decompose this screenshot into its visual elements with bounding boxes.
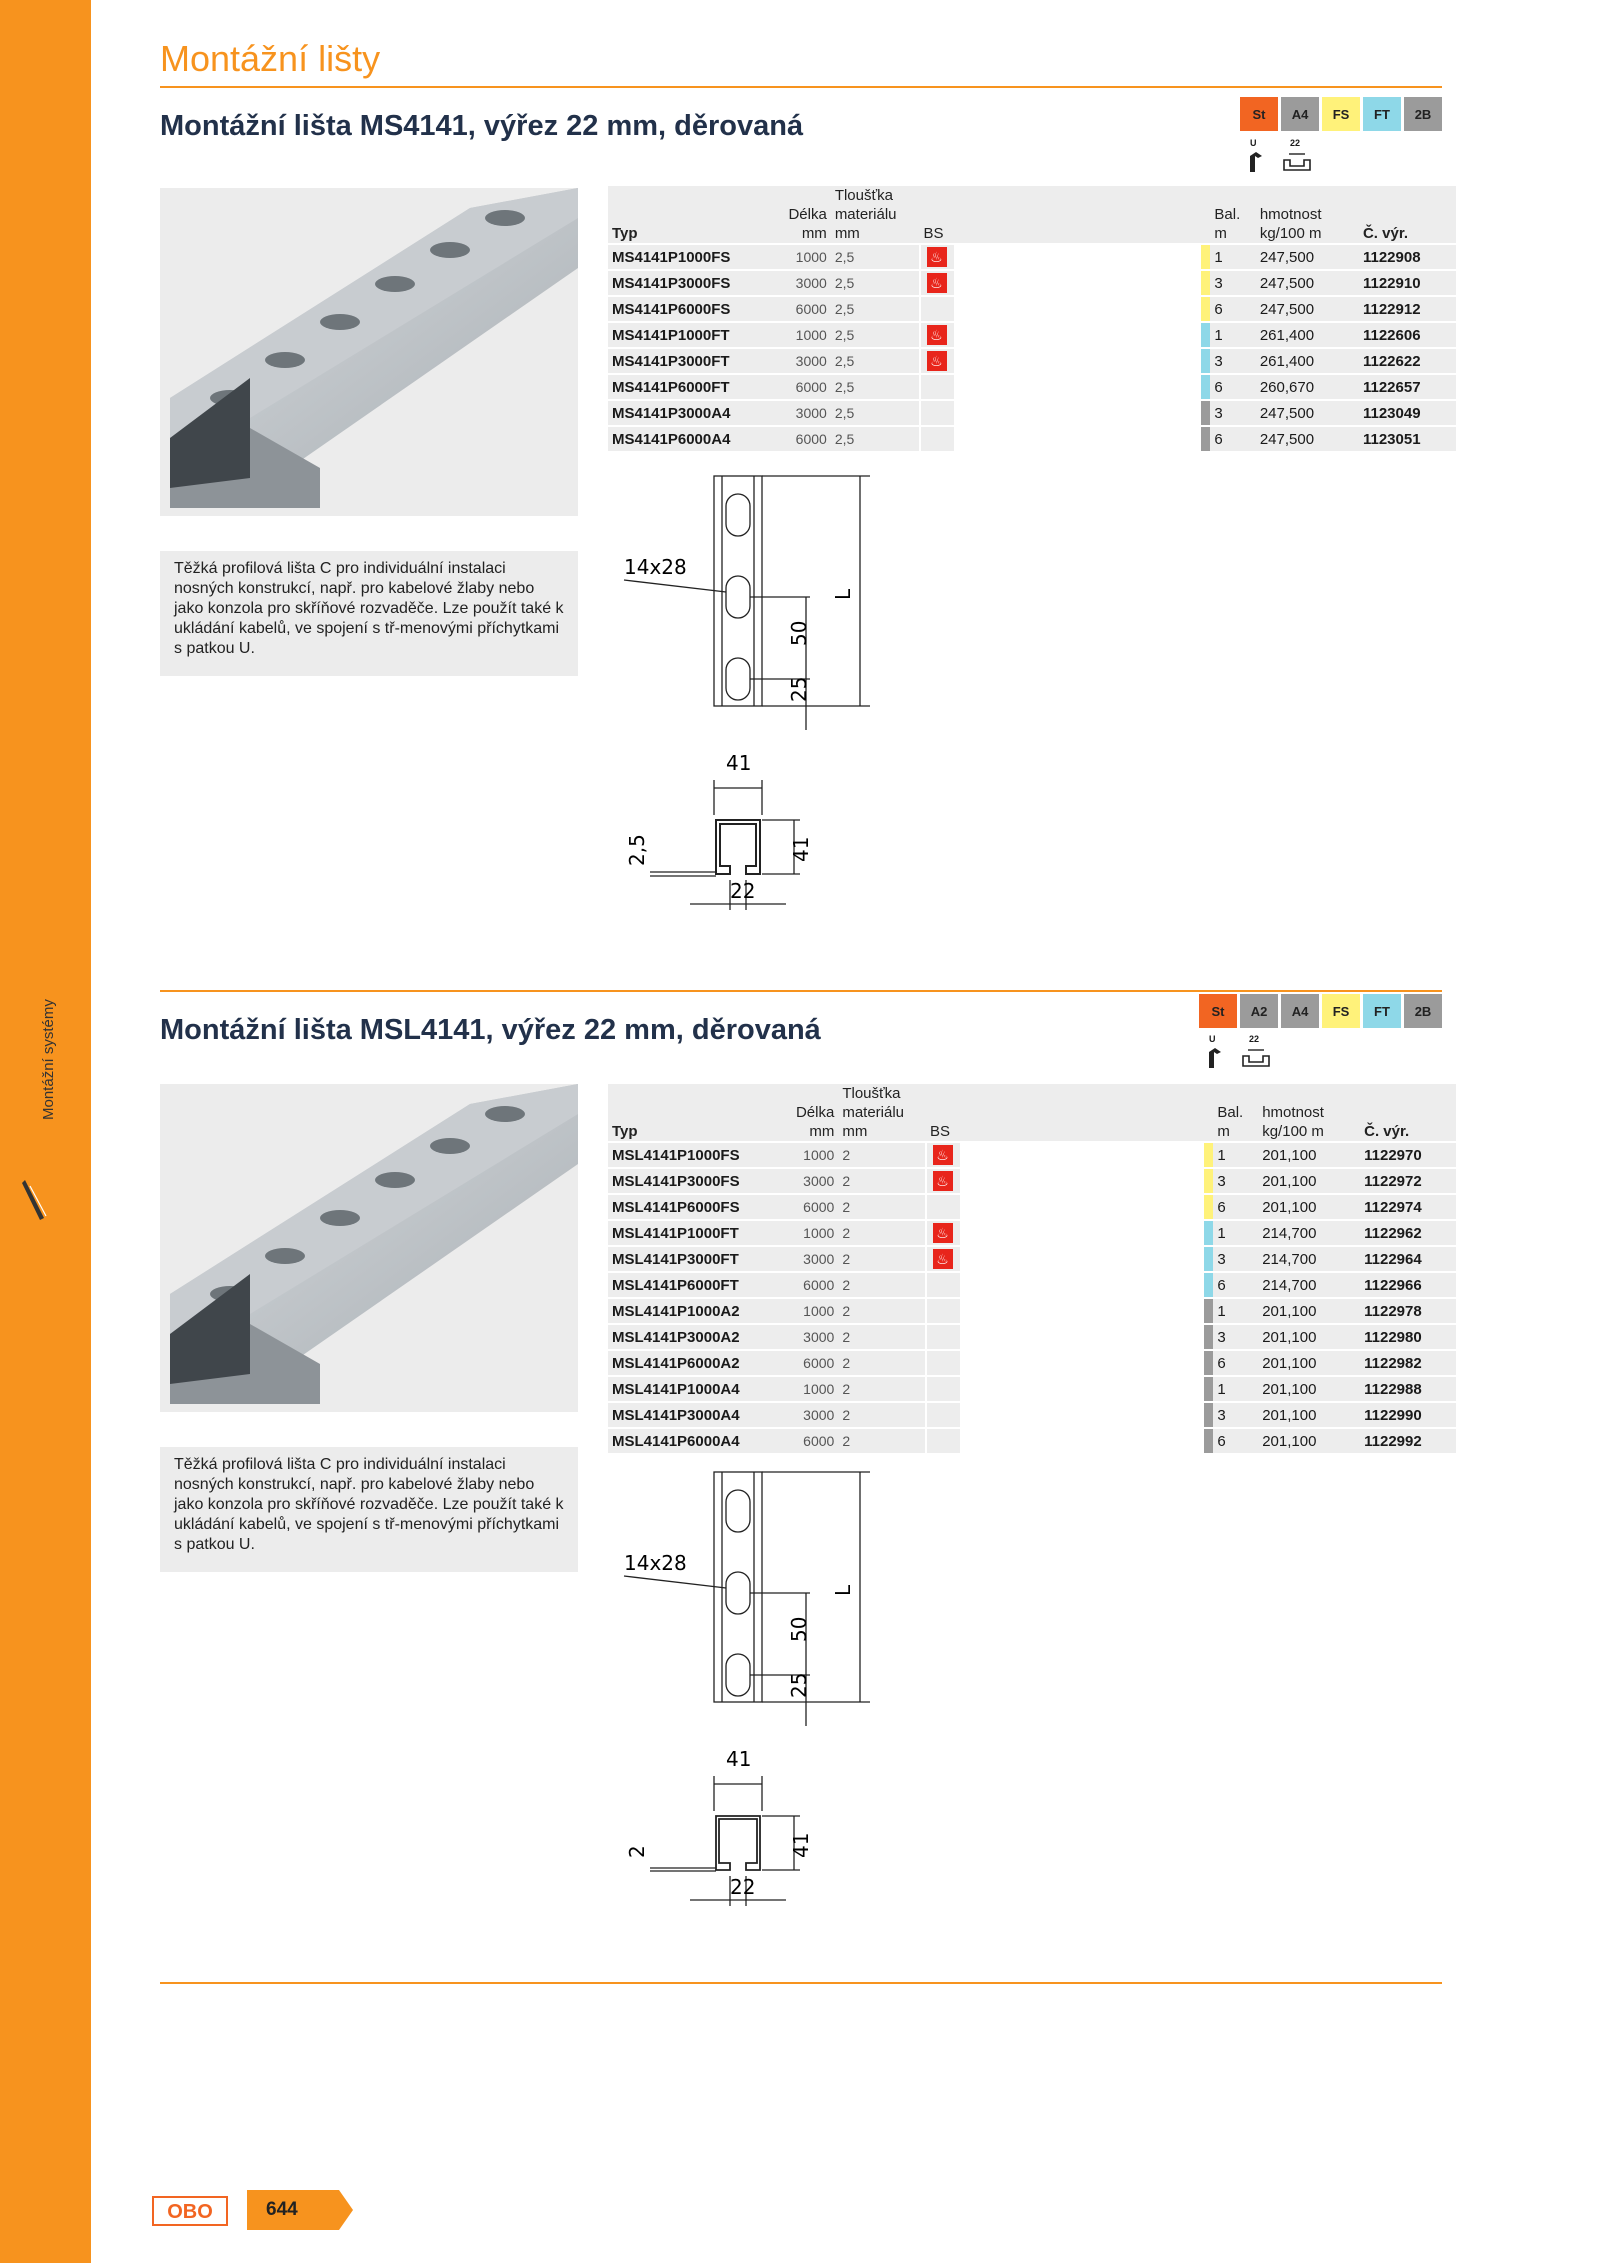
col-thickness: Tloušťka materiálu mm xyxy=(842,1085,905,1140)
cell-pack: 1 xyxy=(1210,322,1255,348)
cell-article: 1122988 xyxy=(1360,1376,1456,1402)
cell-weight: 261,400 xyxy=(1256,348,1359,374)
col-weight: hmotnost kg/100 m xyxy=(1259,206,1322,242)
cell-weight: 261,400 xyxy=(1256,322,1359,348)
cell-article: 1122982 xyxy=(1360,1350,1456,1376)
slot-size-label: 14x28 xyxy=(624,1551,687,1575)
opening-label: 22 xyxy=(730,1875,756,1899)
cell-pack: 3 xyxy=(1213,1402,1258,1428)
col-bs: BS xyxy=(923,225,944,242)
table-row xyxy=(608,244,1456,270)
cell-thickness: 2,5 xyxy=(831,244,920,270)
cell-type: MS4141P3000A4 xyxy=(608,400,773,426)
opening-label: 22 xyxy=(730,879,756,903)
spec-table xyxy=(608,186,1456,451)
col-length: Délka mm xyxy=(788,206,827,242)
cell-article: 1122966 xyxy=(1360,1272,1456,1298)
height-label: 41 xyxy=(789,836,813,862)
cell-pack: 3 xyxy=(1213,1246,1258,1272)
cell-length: 6000 xyxy=(781,1350,838,1376)
page-number-tab xyxy=(247,2190,353,2230)
cell-pack: 6 xyxy=(1210,426,1255,451)
cell-length: 6000 xyxy=(781,1272,838,1298)
height-label: 41 xyxy=(789,1832,813,1858)
cell-thickness: 2,5 xyxy=(831,374,920,400)
badge-st: St xyxy=(1199,994,1237,1028)
width-label: 41 xyxy=(726,1747,752,1771)
col-pack: Bal. m xyxy=(1214,206,1241,242)
col-type: Typ xyxy=(612,1123,638,1140)
cell-type: MS4141P1000FS xyxy=(608,244,773,270)
table-row xyxy=(608,1220,1456,1246)
svg-text:OBO: OBO xyxy=(167,2201,213,2223)
finish-swatch xyxy=(1204,1402,1213,1428)
cell-article: 1122992 xyxy=(1360,1428,1456,1453)
material-badges xyxy=(1199,994,1442,1028)
cell-article: 1122970 xyxy=(1360,1142,1456,1168)
cell-pack: 6 xyxy=(1213,1350,1258,1376)
cell-length: 1000 xyxy=(773,322,831,348)
cell-length: 3000 xyxy=(781,1246,838,1272)
table-row xyxy=(608,1376,1456,1402)
cell-type: MSL4141P6000A2 xyxy=(608,1350,781,1376)
table-row xyxy=(608,1272,1456,1298)
cell-pack: 3 xyxy=(1210,270,1255,296)
obo-logo xyxy=(152,2196,228,2226)
finish-swatch xyxy=(1204,1272,1213,1298)
orange-sidebar xyxy=(0,0,91,2263)
col-article: Č. výr. xyxy=(1362,225,1408,242)
table-row xyxy=(608,426,1456,451)
section-divider xyxy=(160,990,1442,992)
cell-length: 3000 xyxy=(773,348,831,374)
cell-type: MSL4141P3000A4 xyxy=(608,1402,781,1428)
finish-swatch xyxy=(1201,400,1210,426)
finish-swatch xyxy=(1204,1298,1213,1324)
cell-weight: 201,100 xyxy=(1258,1298,1360,1324)
cell-article: 1122962 xyxy=(1360,1220,1456,1246)
col-weight: hmotnost kg/100 m xyxy=(1262,1104,1324,1140)
cell-weight: 201,100 xyxy=(1258,1324,1360,1350)
fire-protection-icon xyxy=(927,325,947,345)
table-row xyxy=(608,270,1456,296)
product-description: Těžká profilová lišta C pro individuální instalaci nosných konstrukcí, např. pro kabelové žlaby nebo jako konzola pro skříňové rozvaděče. Lze použít také k ukládání kabelů, ve spojení s tř-menovými příchytkami s patkou U. xyxy=(160,551,578,676)
cell-pack: 3 xyxy=(1213,1324,1258,1350)
table-row xyxy=(608,1350,1456,1376)
cell-type: MSL4141P1000FT xyxy=(608,1220,781,1246)
cell-weight: 201,100 xyxy=(1258,1428,1360,1453)
table-row xyxy=(608,1298,1456,1324)
thickness-label: 2 xyxy=(625,1845,649,1858)
cell-article: 1122964 xyxy=(1360,1246,1456,1272)
cell-bs xyxy=(926,1168,961,1194)
cell-bs xyxy=(920,270,955,296)
cell-type: MSL4141P6000FT xyxy=(608,1272,781,1298)
cell-thickness: 2 xyxy=(838,1272,926,1298)
finish-swatch xyxy=(1204,1246,1213,1272)
cell-weight: 247,500 xyxy=(1256,270,1359,296)
cell-weight: 201,100 xyxy=(1258,1142,1360,1168)
badge-st: St xyxy=(1240,97,1278,131)
cell-article: 1122657 xyxy=(1359,374,1456,400)
table-row xyxy=(608,1324,1456,1350)
table-row xyxy=(608,374,1456,400)
table-row xyxy=(608,1168,1456,1194)
cell-bs xyxy=(926,1194,961,1220)
cell-bs xyxy=(920,244,955,270)
cell-bs xyxy=(926,1376,961,1402)
cell-pack: 1 xyxy=(1213,1298,1258,1324)
cell-thickness: 2,5 xyxy=(831,322,920,348)
cell-pack: 6 xyxy=(1213,1272,1258,1298)
cell-thickness: 2,5 xyxy=(831,400,920,426)
badge-a4: A4 xyxy=(1281,97,1319,131)
cell-bs xyxy=(926,1142,961,1168)
table-row xyxy=(608,1428,1456,1453)
cell-length: 3000 xyxy=(773,270,831,296)
finish-swatch xyxy=(1201,270,1210,296)
section-title: Montážní lišta MSL4141, výřez 22 mm, děrovaná xyxy=(160,1014,821,1046)
slot-width-icon: 22 xyxy=(1241,1034,1271,1070)
cell-weight: 201,100 xyxy=(1258,1350,1360,1376)
cell-length: 1000 xyxy=(781,1142,838,1168)
cell-weight: 247,500 xyxy=(1256,296,1359,322)
finish-swatch xyxy=(1204,1428,1213,1453)
footer-divider xyxy=(160,1982,1442,1984)
cell-type: MSL4141P3000FS xyxy=(608,1168,781,1194)
cell-article: 1122908 xyxy=(1359,244,1456,270)
cell-bs xyxy=(926,1428,961,1453)
page-number: 644 xyxy=(266,2199,298,2220)
cell-type: MSL4141P1000A2 xyxy=(608,1298,781,1324)
spec-table xyxy=(608,1084,1456,1453)
cell-bs xyxy=(926,1246,961,1272)
fire-protection-icon xyxy=(933,1145,953,1165)
finish-swatch xyxy=(1201,348,1210,374)
cell-weight: 201,100 xyxy=(1258,1376,1360,1402)
pitch-label: 50 xyxy=(787,1616,811,1642)
table-row xyxy=(608,1246,1456,1272)
feature-icons xyxy=(1240,138,1312,174)
badge-fs: FS xyxy=(1322,994,1360,1028)
cell-bs xyxy=(926,1402,961,1428)
cell-weight: 201,100 xyxy=(1258,1194,1360,1220)
cell-type: MSL4141P3000FT xyxy=(608,1246,781,1272)
cell-thickness: 2 xyxy=(838,1168,926,1194)
cell-pack: 1 xyxy=(1213,1220,1258,1246)
cell-type: MS4141P3000FS xyxy=(608,270,773,296)
cell-article: 1123051 xyxy=(1359,426,1456,451)
cell-bs xyxy=(926,1220,961,1246)
cell-bs xyxy=(926,1350,961,1376)
sidebar-label: Montážní systémy xyxy=(40,999,57,1120)
cell-article: 1122912 xyxy=(1359,296,1456,322)
cell-type: MS4141P1000FT xyxy=(608,322,773,348)
cell-article: 1122910 xyxy=(1359,270,1456,296)
cell-type: MSL4141P3000A2 xyxy=(608,1324,781,1350)
col-thickness: Tloušťka materiálu mm xyxy=(834,187,897,242)
u-foot-icon: U xyxy=(1199,1034,1229,1070)
cell-length: 3000 xyxy=(781,1324,838,1350)
table-row xyxy=(608,1402,1456,1428)
cell-weight: 201,100 xyxy=(1258,1168,1360,1194)
cell-article: 1122974 xyxy=(1360,1194,1456,1220)
cell-thickness: 2 xyxy=(838,1246,926,1272)
cell-pack: 6 xyxy=(1210,374,1255,400)
cell-weight: 214,700 xyxy=(1258,1272,1360,1298)
technical-drawing xyxy=(610,470,900,930)
cell-length: 1000 xyxy=(773,244,831,270)
badge-2b: 2B xyxy=(1404,994,1442,1028)
finish-swatch xyxy=(1204,1220,1213,1246)
cell-bs xyxy=(920,296,955,322)
badge-fs: FS xyxy=(1322,97,1360,131)
finish-swatch xyxy=(1201,244,1210,270)
cell-length: 6000 xyxy=(773,296,831,322)
cell-length: 1000 xyxy=(781,1220,838,1246)
offset-label: 25 xyxy=(787,676,811,702)
table-row xyxy=(608,348,1456,374)
cell-article: 1122978 xyxy=(1360,1298,1456,1324)
page-title: Montážní lišty xyxy=(160,38,381,79)
badge-a4: A4 xyxy=(1281,994,1319,1028)
cell-pack: 6 xyxy=(1210,296,1255,322)
cell-weight: 214,700 xyxy=(1258,1246,1360,1272)
pitch-label: 50 xyxy=(787,620,811,646)
cell-thickness: 2 xyxy=(838,1298,926,1324)
cell-pack: 3 xyxy=(1213,1168,1258,1194)
cell-thickness: 2,5 xyxy=(831,296,920,322)
cell-length: 1000 xyxy=(781,1376,838,1402)
sidebar-rail-icon xyxy=(22,1178,48,1222)
length-label: L xyxy=(831,588,855,600)
fire-protection-icon xyxy=(927,247,947,267)
col-bs: BS xyxy=(929,1123,950,1140)
cell-bs xyxy=(926,1324,961,1350)
cell-pack: 1 xyxy=(1210,244,1255,270)
cell-pack: 6 xyxy=(1213,1194,1258,1220)
fire-protection-icon xyxy=(933,1223,953,1243)
fire-protection-icon xyxy=(927,273,947,293)
cell-thickness: 2,5 xyxy=(831,348,920,374)
cell-thickness: 2 xyxy=(838,1402,926,1428)
fire-protection-icon xyxy=(933,1171,953,1191)
col-length: Délka mm xyxy=(795,1104,835,1140)
badge-ft: FT xyxy=(1363,994,1401,1028)
cell-length: 6000 xyxy=(773,374,831,400)
badge-2b: 2B xyxy=(1404,97,1442,131)
cell-thickness: 2 xyxy=(838,1428,926,1453)
cell-bs xyxy=(926,1298,961,1324)
header-divider xyxy=(160,86,1442,88)
cell-type: MS4141P6000A4 xyxy=(608,426,773,451)
cell-pack: 3 xyxy=(1210,348,1255,374)
table-row xyxy=(608,322,1456,348)
col-pack: Bal. m xyxy=(1217,1104,1244,1140)
cell-type: MSL4141P6000FS xyxy=(608,1194,781,1220)
cell-thickness: 2 xyxy=(838,1220,926,1246)
cell-thickness: 2,5 xyxy=(831,270,920,296)
cell-bs xyxy=(920,322,955,348)
finish-swatch xyxy=(1201,296,1210,322)
cell-article: 1122606 xyxy=(1359,322,1456,348)
cell-article: 1122972 xyxy=(1360,1168,1456,1194)
cell-thickness: 2,5 xyxy=(831,426,920,451)
cell-weight: 214,700 xyxy=(1258,1220,1360,1246)
finish-swatch xyxy=(1204,1194,1213,1220)
slot-width-icon: 22 xyxy=(1282,138,1312,174)
cell-bs xyxy=(920,348,955,374)
technical-drawing xyxy=(610,1466,900,1926)
cell-weight: 247,500 xyxy=(1256,426,1359,451)
cell-pack: 6 xyxy=(1213,1428,1258,1453)
thickness-label: 2,5 xyxy=(625,834,649,866)
col-type: Typ xyxy=(612,225,638,242)
cell-type: MS4141P6000FT xyxy=(608,374,773,400)
slot-size-label: 14x28 xyxy=(624,555,687,579)
finish-swatch xyxy=(1201,426,1210,451)
finish-swatch xyxy=(1204,1168,1213,1194)
cell-type: MSL4141P1000A4 xyxy=(608,1376,781,1402)
cell-bs xyxy=(920,426,955,451)
cell-bs xyxy=(920,374,955,400)
col-article: Č. výr. xyxy=(1364,1123,1410,1140)
finish-swatch xyxy=(1201,322,1210,348)
cell-length: 6000 xyxy=(773,426,831,451)
finish-swatch xyxy=(1204,1350,1213,1376)
width-label: 41 xyxy=(726,751,752,775)
cell-length: 6000 xyxy=(781,1194,838,1220)
table-row xyxy=(608,1194,1456,1220)
cell-article: 1123049 xyxy=(1359,400,1456,426)
cell-pack: 3 xyxy=(1210,400,1255,426)
cell-thickness: 2 xyxy=(838,1376,926,1402)
product-photo xyxy=(160,1084,578,1412)
cell-bs xyxy=(920,400,955,426)
cell-type: MS4141P6000FS xyxy=(608,296,773,322)
cell-length: 3000 xyxy=(773,400,831,426)
table-row xyxy=(608,296,1456,322)
cell-bs xyxy=(926,1272,961,1298)
material-badges xyxy=(1240,97,1442,131)
cell-length: 1000 xyxy=(781,1298,838,1324)
finish-swatch xyxy=(1204,1142,1213,1168)
cell-article: 1122980 xyxy=(1360,1324,1456,1350)
length-label: L xyxy=(831,1584,855,1596)
cell-type: MSL4141P1000FS xyxy=(608,1142,781,1168)
finish-swatch xyxy=(1201,374,1210,400)
cell-thickness: 2 xyxy=(838,1350,926,1376)
section-title: Montážní lišta MS4141, výřez 22 mm, děrovaná xyxy=(160,110,804,142)
offset-label: 25 xyxy=(787,1672,811,1698)
feature-icons xyxy=(1199,1034,1271,1070)
cell-thickness: 2 xyxy=(838,1324,926,1350)
product-description: Těžká profilová lišta C pro individuální instalaci nosných konstrukcí, např. pro kabelové žlaby nebo jako konzola pro skříňové rozvaděče. Lze použít také k ukládání kabelů, ve spojení s tř-menovými příchytkami s patkou U. xyxy=(160,1447,578,1572)
fire-protection-icon xyxy=(927,351,947,371)
badge-ft: FT xyxy=(1363,97,1401,131)
finish-swatch xyxy=(1204,1324,1213,1350)
finish-swatch xyxy=(1204,1376,1213,1402)
cell-pack: 1 xyxy=(1213,1376,1258,1402)
cell-weight: 247,500 xyxy=(1256,244,1359,270)
cell-weight: 201,100 xyxy=(1258,1402,1360,1428)
cell-type: MS4141P3000FT xyxy=(608,348,773,374)
cell-article: 1122622 xyxy=(1359,348,1456,374)
cell-thickness: 2 xyxy=(838,1194,926,1220)
cell-length: 3000 xyxy=(781,1168,838,1194)
cell-weight: 260,670 xyxy=(1256,374,1359,400)
cell-thickness: 2 xyxy=(838,1142,926,1168)
badge-a2: A2 xyxy=(1240,994,1278,1028)
table-row xyxy=(608,1142,1456,1168)
cell-weight: 247,500 xyxy=(1256,400,1359,426)
cell-length: 3000 xyxy=(781,1402,838,1428)
fire-protection-icon xyxy=(933,1249,953,1269)
product-photo xyxy=(160,188,578,516)
cell-type: MSL4141P6000A4 xyxy=(608,1428,781,1453)
cell-article: 1122990 xyxy=(1360,1402,1456,1428)
cell-length: 6000 xyxy=(781,1428,838,1453)
table-row xyxy=(608,400,1456,426)
u-foot-icon: U xyxy=(1240,138,1270,174)
cell-pack: 1 xyxy=(1213,1142,1258,1168)
